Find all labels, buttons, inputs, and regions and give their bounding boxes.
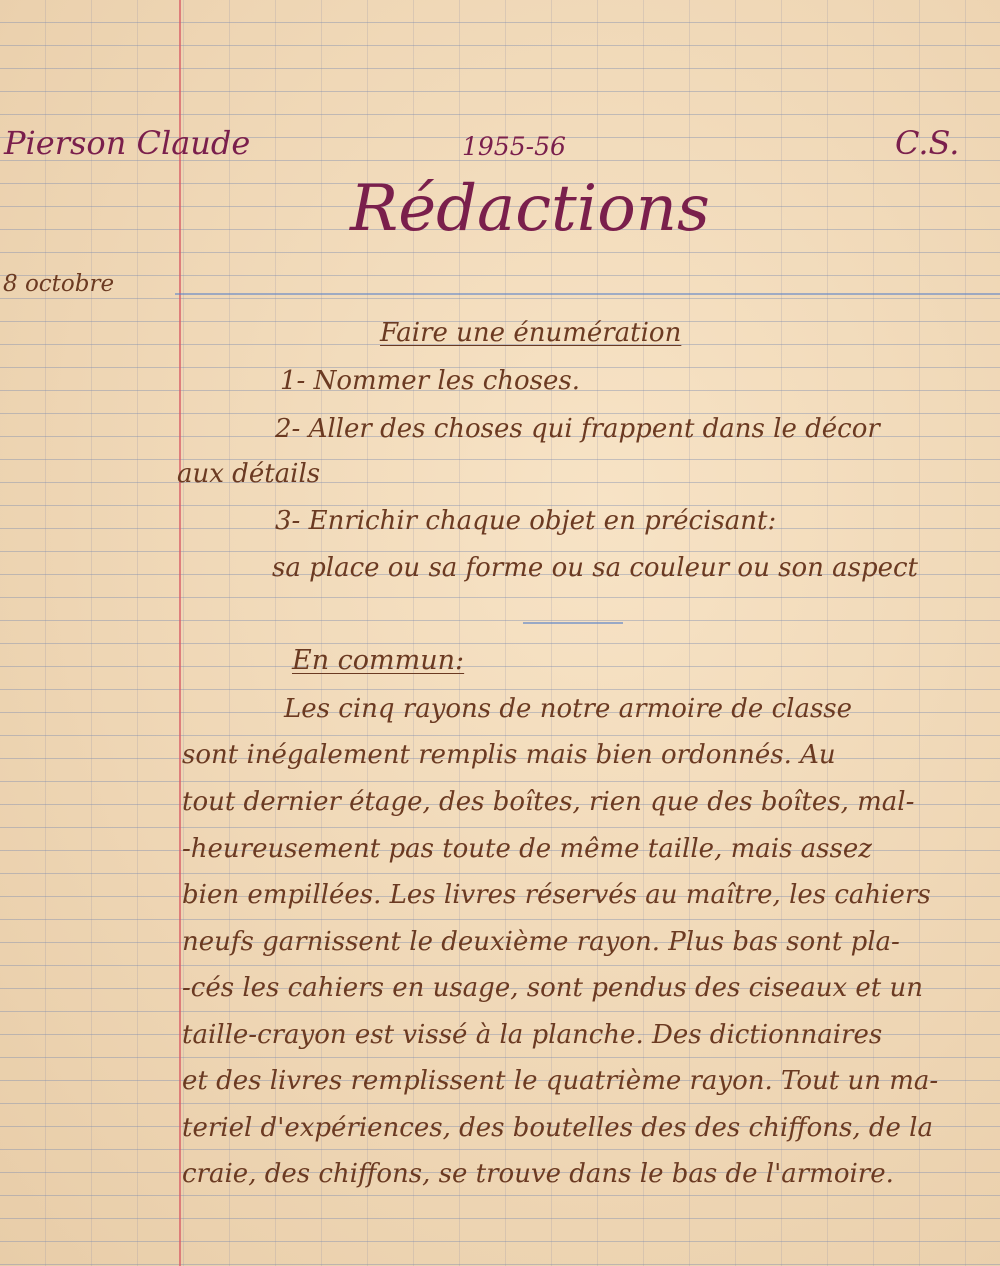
essay-heading: En commun: [292,645,465,676]
method-step: aux détails [177,459,321,489]
essay-line: Les cinq rayons de notre armoire de classe [284,694,853,724]
title-rule [175,293,1000,295]
method-step: 3- Enrichir chaque objet en précisant: [275,506,777,536]
essay-line: bien empillées. Les livres réservés au maître, les cahiers [182,880,931,910]
student-name: Pierson Claude [4,124,251,162]
method-step: 2- Aller des choses qui frappent dans le décor [275,414,880,444]
school-year: 1955-56 [462,132,566,161]
essay-line: neufs garnissent le deuxième rayon. Plus bas sont pla- [182,927,900,957]
essay-line: taille-crayon est vissé à la planche. Des dictionnaires [182,1020,883,1050]
page-title: Rédactions [350,172,710,246]
essay-line: sont inégalement remplis mais bien ordonnés. Au [182,740,836,770]
essay-line: et des livres remplissent le quatrième rayon. Tout un ma- [182,1066,939,1096]
essay-line: -cés les cahiers en usage, sont pendus des ciseaux et un [182,973,923,1003]
essay-line: -heureusement pas toute de même taille, mais assez [182,834,872,864]
margin-line [179,0,181,1266]
section-divider [523,622,623,624]
entry-date: 8 octobre [3,271,115,297]
class-label: C.S. [895,124,960,162]
method-step: 1- Nommer les choses. [280,366,580,396]
essay-line: craie, des chiffons, se trouve dans le bas de l'armoire. [182,1159,894,1189]
method-step: sa place ou sa forme ou sa couleur ou son aspect [272,553,918,583]
essay-line: teriel d'expériences, des boutelles des des chiffons, de la [182,1113,933,1143]
method-heading: Faire une énumération [380,318,682,348]
essay-line: tout dernier étage, des boîtes, rien que des boîtes, mal- [182,787,915,817]
